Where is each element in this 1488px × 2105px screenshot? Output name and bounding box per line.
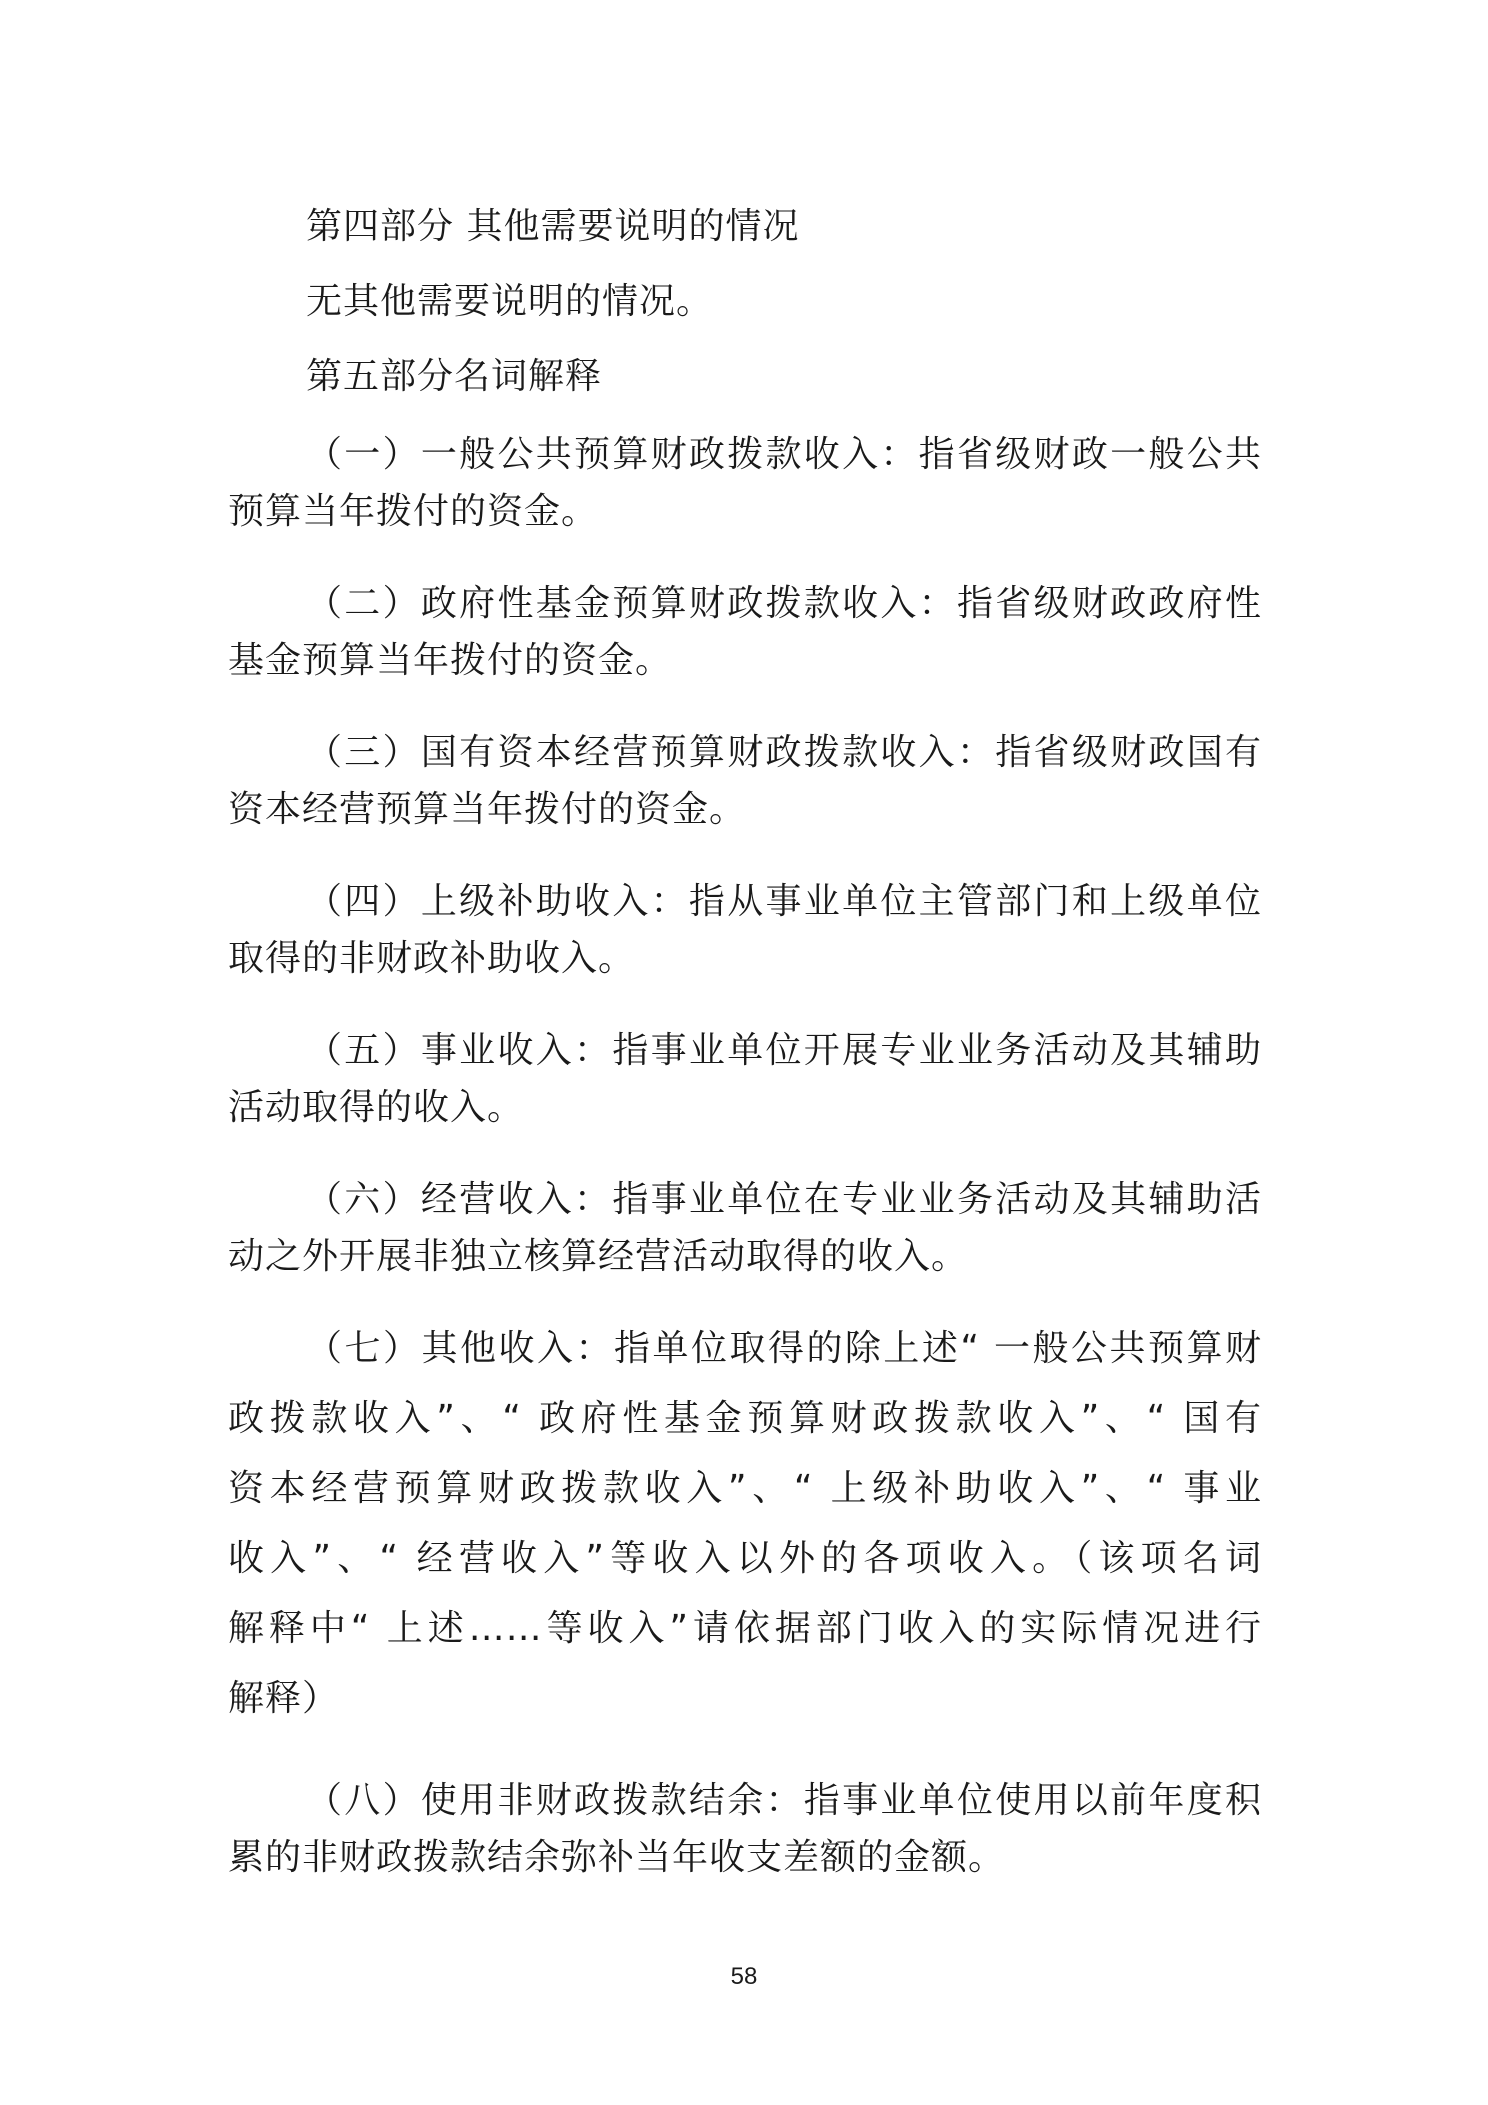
- definition-line: 资本经营预算当年拨付的资金。: [228, 789, 747, 830]
- definition-line: （二）政府性基金预算财政拨款收入：指省级财政政府性: [306, 583, 1262, 624]
- definition-line: 政拨款收入”、“ 政府性基金预算财政拨款收入”、“ 国有: [228, 1398, 1262, 1439]
- section4-heading: 第四部分 其他需要说明的情况: [306, 206, 800, 247]
- definition-line: 资本经营预算财政拨款收入”、“ 上级补助收入”、“ 事业: [228, 1468, 1262, 1509]
- section4-body: 无其他需要说明的情况。: [306, 281, 714, 322]
- definition-line: 解释中“ 上述……等收入”请依据部门收入的实际情况进行: [228, 1608, 1262, 1649]
- definition-line: 活动取得的收入。: [228, 1087, 525, 1128]
- definition-line: （四）上级补助收入：指从事业单位主管部门和上级单位: [306, 881, 1262, 922]
- definition-line: （一）一般公共预算财政拨款收入：指省级财政一般公共: [306, 434, 1262, 475]
- page-number: 58: [730, 1963, 758, 1990]
- definition-line: （六）经营收入：指事业单位在专业业务活动及其辅助活: [306, 1179, 1262, 1220]
- definition-line: 动之外开展非独立核算经营活动取得的收入。: [228, 1236, 969, 1277]
- definition-line: 取得的非财政补助收入。: [228, 938, 636, 979]
- definition-line: 基金预算当年拨付的资金。: [228, 640, 673, 681]
- definition-line: （七）其他收入：指单位取得的除上述“ 一般公共预算财: [306, 1328, 1262, 1369]
- definition-line: （五）事业收入：指事业单位开展专业业务活动及其辅助: [306, 1030, 1262, 1071]
- section5-heading: 第五部分名词解释: [306, 356, 603, 397]
- definition-line: 累的非财政拨款结余弥补当年收支差额的金额。: [228, 1837, 1006, 1878]
- definition-line: 收入”、“ 经营收入”等收入以外的各项收入。（该项名词: [228, 1538, 1262, 1579]
- definition-line: （八）使用非财政拨款结余：指事业单位使用以前年度积: [306, 1780, 1262, 1821]
- definition-line: 解释）: [228, 1678, 340, 1719]
- definition-line: （三）国有资本经营预算财政拨款收入：指省级财政国有: [306, 732, 1262, 773]
- definition-line: 预算当年拨付的资金。: [228, 491, 599, 532]
